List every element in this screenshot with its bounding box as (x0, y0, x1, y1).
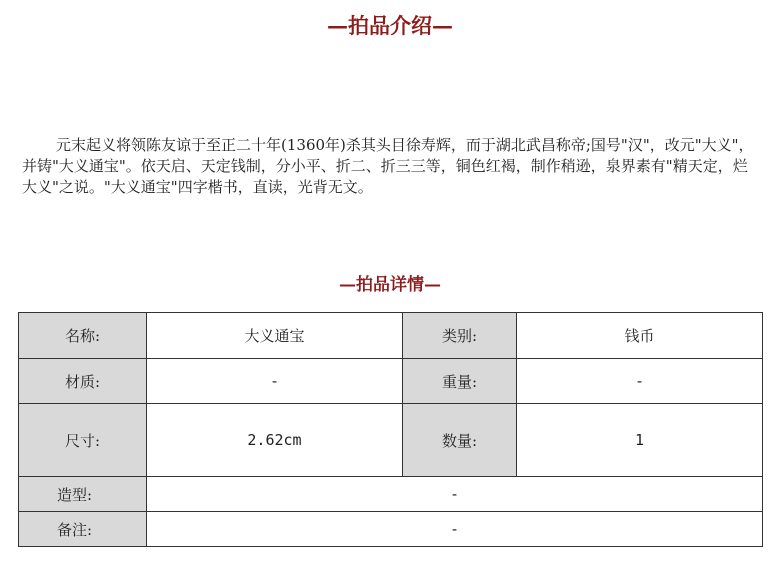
name-value: 大义通宝 (147, 313, 403, 359)
weight-value: - (517, 359, 763, 404)
quantity-value: 1 (517, 404, 763, 477)
category-label: 类别: (403, 313, 517, 359)
table-row (19, 512, 763, 547)
table-row (19, 404, 763, 477)
remark-label: 备注: (19, 512, 147, 547)
table-row (19, 313, 763, 359)
weight-label: 重量: (403, 359, 517, 404)
material-label: 材质: (19, 359, 147, 404)
remark-value: - (147, 512, 763, 547)
intro-title: —拍品介绍— (327, 13, 453, 38)
size-label: 尺寸: (19, 404, 147, 477)
quantity-label: 数量: (403, 404, 517, 477)
category-value: 钱币 (517, 313, 763, 359)
table-row (19, 477, 763, 512)
name-label: 名称: (19, 313, 147, 359)
details-table (18, 312, 763, 547)
shape-value: - (147, 477, 763, 512)
details-title: —拍品详情— (339, 275, 441, 295)
size-value: 2.62cm (147, 404, 403, 477)
shape-label: 造型: (19, 477, 147, 512)
material-value: - (147, 359, 403, 404)
table-row (19, 359, 763, 404)
intro-paragraph: 元末起义将领陈友谅于至正二十年(1360年)杀其头目徐寿辉，而于湖北武昌称帝;国号"汉"，改元"大义"，并铸"大义通宝"。依天启、天定钱制，分小平、折二、折三三等，铜色红褐，制作稍逊，泉界素有"精天定，烂大义"之说。"大义通宝"四字楷书，直读，光背无文。 (22, 136, 754, 196)
